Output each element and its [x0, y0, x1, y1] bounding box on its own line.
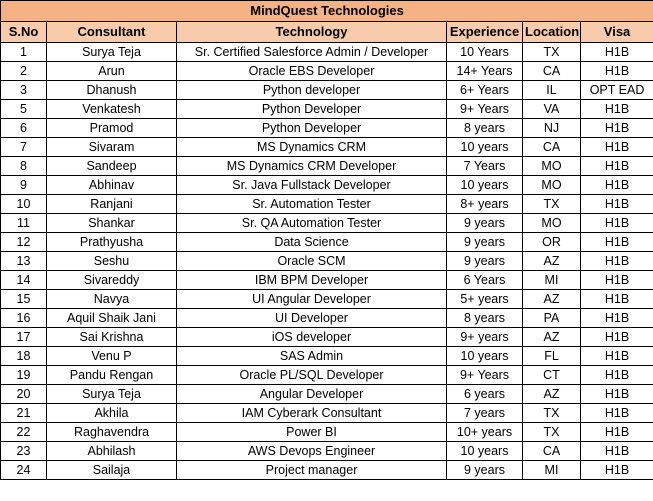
cell-technology: Python Developer: [177, 119, 447, 138]
cell-consultant: Pandu Rengan: [47, 366, 177, 385]
cell-consultant: Abhinav: [47, 176, 177, 195]
cell-location: MI: [523, 461, 581, 480]
header-location: Location: [523, 22, 581, 43]
cell-consultant: Dhanush: [47, 81, 177, 100]
cell-location: MO: [523, 157, 581, 176]
cell-technology: Project manager: [177, 461, 447, 480]
table-row: [1, 404, 653, 423]
header-experience: Experience: [447, 22, 523, 43]
table-row: [1, 252, 653, 271]
cell-consultant: Ranjani: [47, 195, 177, 214]
cell-sno: 21: [1, 404, 47, 423]
cell-sno: 22: [1, 423, 47, 442]
cell-consultant: Sandeep: [47, 157, 177, 176]
cell-sno: 23: [1, 442, 47, 461]
cell-technology: Sr. Certified Salesforce Admin / Developer: [177, 43, 447, 62]
cell-location: MI: [523, 271, 581, 290]
cell-consultant: Pramod: [47, 119, 177, 138]
table-row: [1, 271, 653, 290]
cell-visa: H1B: [581, 138, 653, 157]
table-row: [1, 176, 653, 195]
cell-consultant: Venkatesh: [47, 100, 177, 119]
cell-consultant: Surya Teja: [47, 43, 177, 62]
cell-sno: 19: [1, 366, 47, 385]
table-row: [1, 214, 653, 233]
cell-sno: 9: [1, 176, 47, 195]
cell-visa: H1B: [581, 423, 653, 442]
cell-sno: 17: [1, 328, 47, 347]
cell-experience: 9+ years: [447, 328, 523, 347]
cell-location: IL: [523, 81, 581, 100]
cell-visa: H1B: [581, 176, 653, 195]
cell-location: TX: [523, 404, 581, 423]
cell-visa: H1B: [581, 461, 653, 480]
cell-visa: H1B: [581, 404, 653, 423]
cell-experience: 8+ years: [447, 195, 523, 214]
cell-experience: 10 years: [447, 138, 523, 157]
cell-consultant: Navya: [47, 290, 177, 309]
cell-visa: H1B: [581, 290, 653, 309]
cell-visa: H1B: [581, 252, 653, 271]
cell-location: CA: [523, 138, 581, 157]
cell-experience: 10+ years: [447, 423, 523, 442]
cell-consultant: Akhila: [47, 404, 177, 423]
cell-visa: H1B: [581, 385, 653, 404]
cell-visa: H1B: [581, 347, 653, 366]
table-row: [1, 100, 653, 119]
cell-location: NJ: [523, 119, 581, 138]
cell-technology: UI Angular Developer: [177, 290, 447, 309]
cell-experience: 10 years: [447, 442, 523, 461]
table-row: [1, 385, 653, 404]
cell-technology: Sr. QA Automation Tester: [177, 214, 447, 233]
cell-visa: H1B: [581, 195, 653, 214]
cell-visa: H1B: [581, 233, 653, 252]
cell-technology: Python Developer: [177, 100, 447, 119]
cell-consultant: Surya Teja: [47, 385, 177, 404]
cell-experience: 9 years: [447, 252, 523, 271]
cell-sno: 12: [1, 233, 47, 252]
cell-location: PA: [523, 309, 581, 328]
table-row: [1, 62, 653, 81]
cell-experience: 5+ years: [447, 290, 523, 309]
table-row: [1, 43, 653, 62]
cell-visa: H1B: [581, 271, 653, 290]
cell-technology: Python developer: [177, 81, 447, 100]
cell-visa: H1B: [581, 43, 653, 62]
cell-sno: 14: [1, 271, 47, 290]
cell-visa: H1B: [581, 62, 653, 81]
cell-experience: 9+ Years: [447, 100, 523, 119]
table-row: [1, 233, 653, 252]
table-row: [1, 366, 653, 385]
cell-consultant: Aquil Shaik Jani: [47, 309, 177, 328]
cell-experience: 8 years: [447, 309, 523, 328]
cell-experience: 9 years: [447, 214, 523, 233]
cell-technology: Angular Developer: [177, 385, 447, 404]
cell-sno: 15: [1, 290, 47, 309]
cell-sno: 8: [1, 157, 47, 176]
cell-sno: 1: [1, 43, 47, 62]
cell-location: VA: [523, 100, 581, 119]
cell-location: TX: [523, 195, 581, 214]
cell-location: AZ: [523, 290, 581, 309]
cell-visa: H1B: [581, 442, 653, 461]
header-consultant: Consultant: [47, 22, 177, 43]
header-technology: Technology: [177, 22, 447, 43]
cell-location: CA: [523, 442, 581, 461]
cell-experience: 10 years: [447, 176, 523, 195]
cell-visa: H1B: [581, 157, 653, 176]
cell-technology: MS Dynamics CRM: [177, 138, 447, 157]
cell-consultant: Abhilash: [47, 442, 177, 461]
header-visa: Visa: [581, 22, 653, 43]
cell-location: FL: [523, 347, 581, 366]
table-row: [1, 442, 653, 461]
cell-experience: 6 years: [447, 385, 523, 404]
cell-technology: SAS Admin: [177, 347, 447, 366]
cell-sno: 2: [1, 62, 47, 81]
cell-consultant: Seshu: [47, 252, 177, 271]
cell-technology: IAM Cyberark Consultant: [177, 404, 447, 423]
table-row: [1, 461, 653, 480]
cell-experience: 10 Years: [447, 43, 523, 62]
cell-location: AZ: [523, 385, 581, 404]
cell-technology: Sr. Java Fullstack Developer: [177, 176, 447, 195]
table-title: MindQuest Technologies: [1, 1, 653, 22]
cell-sno: 18: [1, 347, 47, 366]
cell-visa: H1B: [581, 328, 653, 347]
table-row: [1, 309, 653, 328]
header-sno: S.No: [1, 22, 47, 43]
cell-visa: H1B: [581, 119, 653, 138]
cell-location: AZ: [523, 328, 581, 347]
cell-experience: 6+ Years: [447, 81, 523, 100]
cell-technology: UI Developer: [177, 309, 447, 328]
cell-experience: 10 years: [447, 347, 523, 366]
cell-sno: 6: [1, 119, 47, 138]
cell-location: TX: [523, 423, 581, 442]
cell-sno: 5: [1, 100, 47, 119]
cell-sno: 16: [1, 309, 47, 328]
cell-visa: H1B: [581, 214, 653, 233]
cell-consultant: Shankar: [47, 214, 177, 233]
cell-sno: 24: [1, 461, 47, 480]
cell-technology: MS Dynamics CRM Developer: [177, 157, 447, 176]
cell-technology: iOS developer: [177, 328, 447, 347]
cell-visa: H1B: [581, 100, 653, 119]
table-row: [1, 290, 653, 309]
table-row: [1, 347, 653, 366]
cell-consultant: Prathyusha: [47, 233, 177, 252]
table-row: [1, 138, 653, 157]
cell-sno: 3: [1, 81, 47, 100]
table-row: [1, 119, 653, 138]
cell-visa: H1B: [581, 366, 653, 385]
header-row: [1, 22, 653, 43]
cell-technology: Data Science: [177, 233, 447, 252]
cell-technology: Sr. Automation Tester: [177, 195, 447, 214]
cell-technology: Power BI: [177, 423, 447, 442]
cell-consultant: Venu P: [47, 347, 177, 366]
cell-experience: 7 years: [447, 404, 523, 423]
cell-sno: 10: [1, 195, 47, 214]
cell-location: MO: [523, 214, 581, 233]
cell-experience: 7 Years: [447, 157, 523, 176]
cell-experience: 9 years: [447, 461, 523, 480]
table-row: [1, 195, 653, 214]
cell-experience: 14+ Years: [447, 62, 523, 81]
cell-location: MO: [523, 176, 581, 195]
cell-location: TX: [523, 43, 581, 62]
table-row: [1, 423, 653, 442]
cell-technology: IBM BPM Developer: [177, 271, 447, 290]
cell-sno: 11: [1, 214, 47, 233]
cell-experience: 9 years: [447, 233, 523, 252]
cell-technology: Oracle PL/SQL Developer: [177, 366, 447, 385]
cell-consultant: Sai Krishna: [47, 328, 177, 347]
cell-visa: OPT EAD: [581, 81, 653, 100]
cell-location: CT: [523, 366, 581, 385]
cell-sno: 7: [1, 138, 47, 157]
table-row: [1, 328, 653, 347]
cell-technology: AWS Devops Engineer: [177, 442, 447, 461]
cell-sno: 20: [1, 385, 47, 404]
cell-technology: Oracle EBS Developer: [177, 62, 447, 81]
cell-location: AZ: [523, 252, 581, 271]
cell-consultant: Raghavendra: [47, 423, 177, 442]
table-row: [1, 157, 653, 176]
cell-experience: 6 Years: [447, 271, 523, 290]
cell-experience: 9+ Years: [447, 366, 523, 385]
table-row: [1, 81, 653, 100]
cell-location: CA: [523, 62, 581, 81]
cell-sno: 13: [1, 252, 47, 271]
cell-experience: 8 years: [447, 119, 523, 138]
cell-consultant: Sivareddy: [47, 271, 177, 290]
cell-consultant: Sivaram: [47, 138, 177, 157]
cell-location: OR: [523, 233, 581, 252]
cell-technology: Oracle SCM: [177, 252, 447, 271]
cell-visa: H1B: [581, 309, 653, 328]
cell-consultant: Arun: [47, 62, 177, 81]
cell-consultant: Sailaja: [47, 461, 177, 480]
